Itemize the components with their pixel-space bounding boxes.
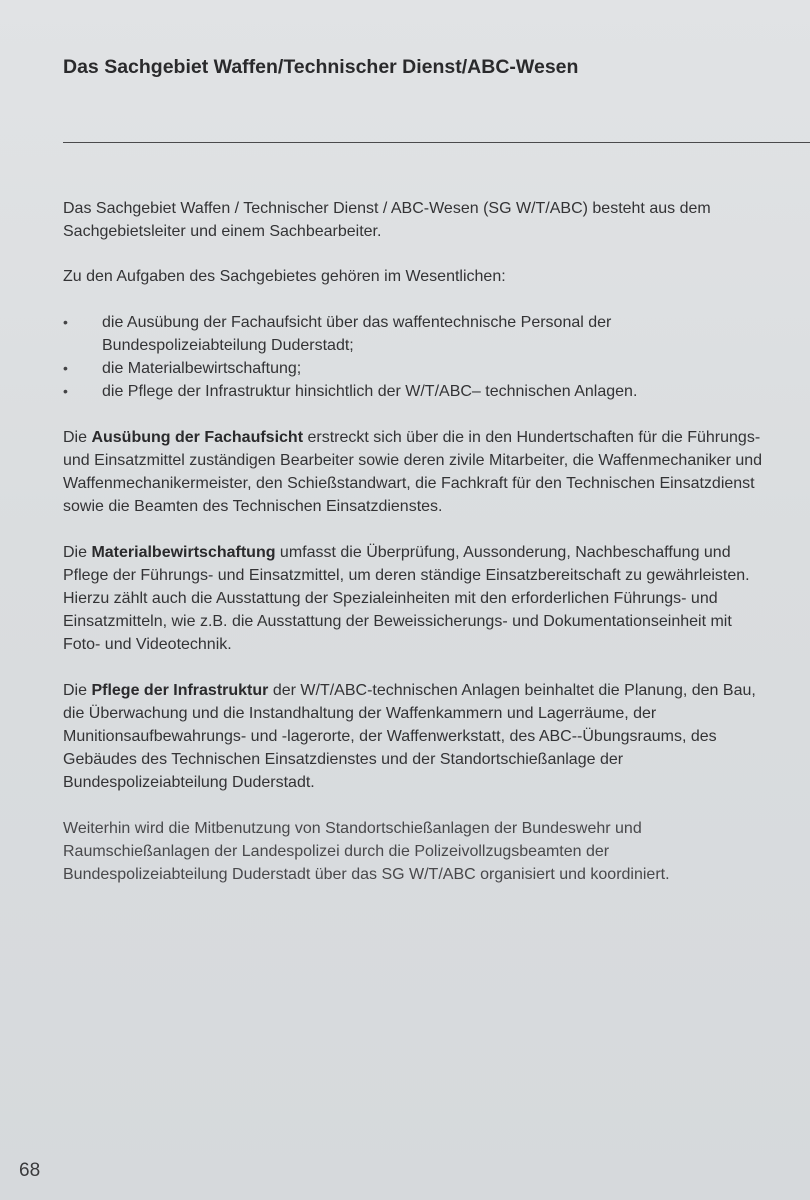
page-title: Das Sachgebiet Waffen/Technischer Dienst/ABC-Wesen: [63, 56, 579, 78]
supervision-paragraph: Die Ausübung der Fachaufsicht erstreckt sich über die in den Hundertschaften für die Führungs- und Einsatzmittel zuständigen Bearbeiter sowie deren zivile Mitarbeiter, die Waffenmechaniker und Waffenmechanikermeister, den Schießstandwart, die Fachkraft für den Technischen Einsatzdienst sowie die Beamten des Technischen Einsatzdienstes.: [63, 429, 763, 515]
intro-paragraph: Das Sachgebiet Waffen / Technischer Dienst / ABC-Wesen (SG W/T/ABC) besteht aus dem Sachgebietsleiter und einem Sachbearbeiter.: [63, 200, 711, 240]
list-item-text: die Ausübung der Fachaufsicht über das waffentechnische Personal der Bundespolizeiabteilung Duderstadt;: [102, 314, 612, 354]
material-term: Materialbewirtschaftung: [91, 544, 276, 561]
infrastructure-term: Pflege der Infrastruktur: [91, 682, 269, 699]
material-paragraph: Die Materialbewirtschaftung umfasst die Überprüfung, Aussonderung, Nachbeschaffung und Pflege der Führungs- und Einsatzmittel, um deren ständige Einsatzbereitschaft zu gewährleisten. Hierzu zählt auch die Ausstattung der Spezialeinheiten mit den erforderlichen Führungs- und Einsatzmitteln, wie z.B. die Ausstattung der Beweissicherungs- und Dokumentationseinheit mit Foto- und Videotechnik.: [63, 544, 750, 653]
list-item-text: die Pflege der Infrastruktur hinsichtlich der W/T/ABC– technischen Anlagen.: [102, 383, 638, 400]
bullet-icon: •: [63, 383, 68, 399]
tasks-heading: Zu den Aufgaben des Sachgebietes gehören im Wesentlichen:: [63, 268, 506, 285]
list-item: [63, 357, 763, 380]
bullet-icon: •: [63, 314, 68, 330]
page-number: 68: [19, 1160, 41, 1181]
list-item-text: die Materialbewirtschaftung;: [102, 360, 302, 377]
bullet-icon: •: [63, 360, 68, 376]
list-item: [63, 380, 763, 403]
tasks-list: [63, 311, 763, 403]
list-item: [63, 311, 763, 357]
supervision-term: Ausübung der Fachaufsicht: [91, 429, 304, 446]
title-divider: [63, 142, 810, 143]
closing-paragraph: Weiterhin wird die Mitbenutzung von Standortschießanlagen der Bundeswehr und Raumschießanlagen der Landespolizei durch die Polizeivollzugsbeamten der Bundespolizeiabteilung Duderstadt über das SG W/T/ABC organisiert und koordiniert.: [63, 820, 670, 883]
infrastructure-paragraph: Die Pflege der Infrastruktur der W/T/ABC-technischen Anlagen beinhaltet die Planung, den Bau, die Überwachung und die Instandhaltung der Waffenkammern und Lagerräume, der Munitionsaufbewahrungs- und -lagerorte, der Waffenwerkstatt, des ABC--Übungsraums, des Gebäudes des Technischen Einsatzdienstes und der Standortschießanlage der Bundespolizeiabteilung Duderstadt.: [63, 682, 756, 791]
body-text: [63, 197, 763, 886]
